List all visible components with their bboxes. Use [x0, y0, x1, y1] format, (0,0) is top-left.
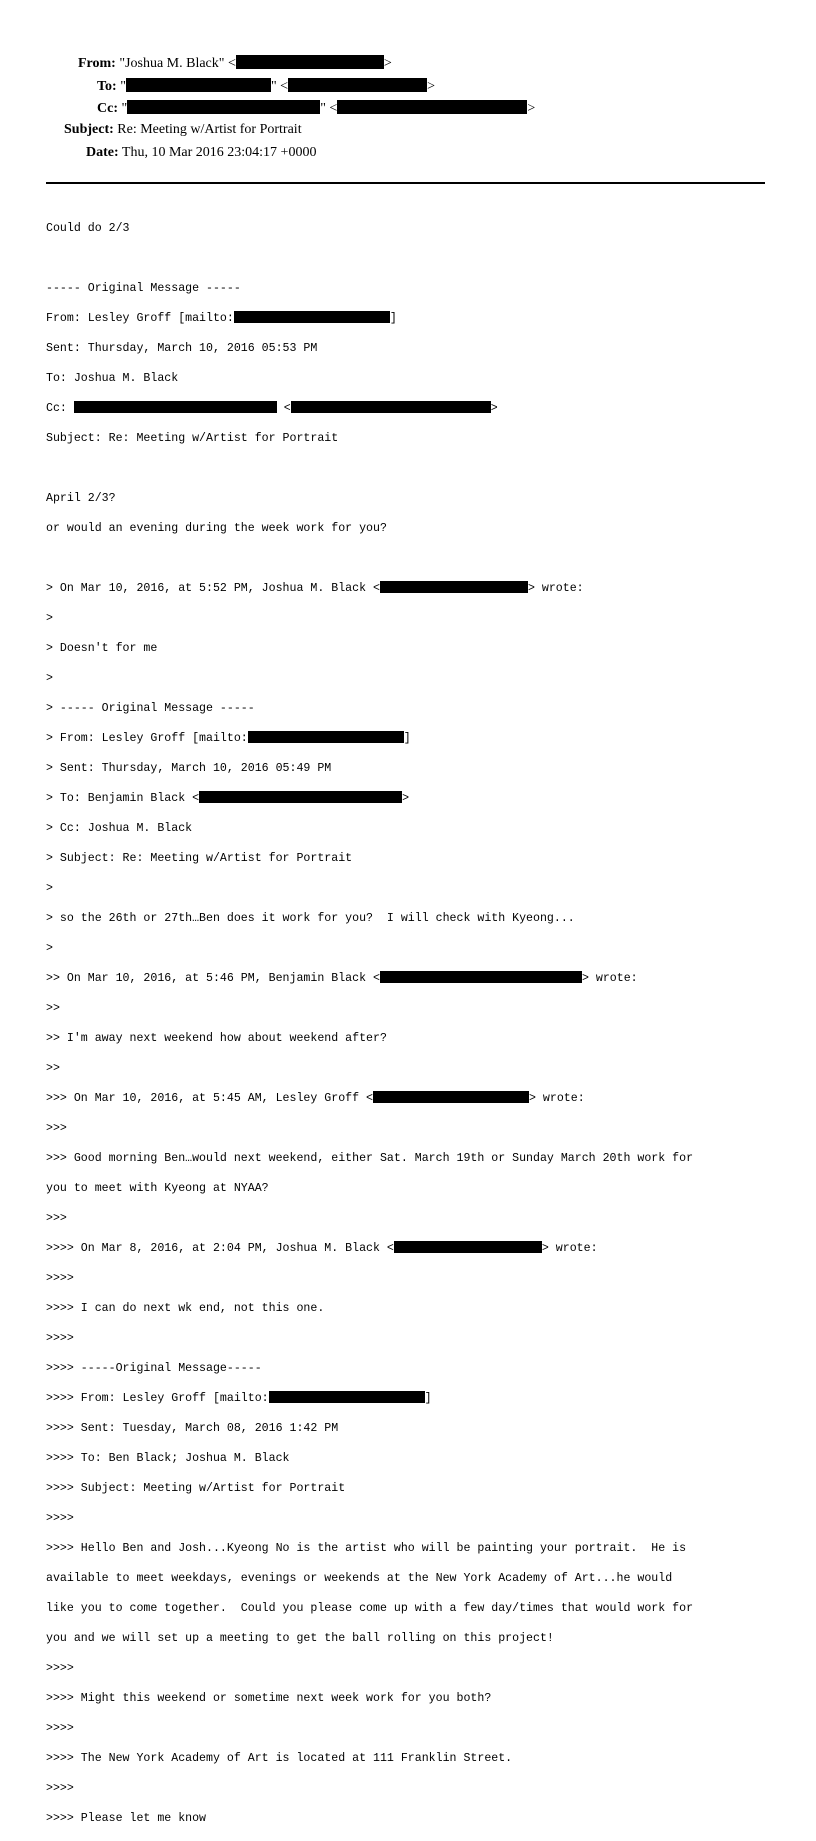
body-text: >>>> On Mar 8, 2016, at 2:04 PM, Joshua M. Black <	[46, 1242, 394, 1255]
header-divider	[46, 182, 765, 184]
blank-line	[46, 251, 776, 266]
body-line: >> I'm away next weekend how about weekend after?	[46, 1032, 387, 1045]
body-line: >	[46, 942, 53, 955]
body-line	[46, 1241, 776, 1256]
body-text: >	[490, 402, 498, 415]
to-row	[97, 78, 435, 95]
body-line	[46, 971, 776, 986]
body-line: >	[46, 672, 53, 685]
body-text: Cc:	[46, 402, 74, 415]
body-line: >>>>	[46, 1272, 74, 1285]
date-label: Date:	[86, 145, 119, 160]
body-line: >	[46, 612, 53, 625]
from-value: "Joshua M. Black" <	[119, 56, 236, 71]
redaction-bar	[127, 100, 320, 114]
body-line: April 2/3?	[46, 492, 116, 505]
body-text: > From: Lesley Groff [mailto:	[46, 732, 248, 745]
body-line: >	[46, 882, 53, 895]
body-text: > wrote:	[527, 582, 584, 595]
body-line: >>>>	[46, 1332, 74, 1345]
body-line: you to meet with Kyeong at NYAA?	[46, 1182, 269, 1195]
redaction-bar	[269, 1391, 425, 1403]
body-line: >>>>	[46, 1782, 74, 1795]
to-quote: "	[120, 79, 126, 94]
body-line: > Subject: Re: Meeting w/Artist for Portrait	[46, 852, 353, 865]
body-line: > Doesn't for me	[46, 642, 158, 655]
blank-line	[46, 461, 776, 476]
cc-label: Cc:	[97, 101, 118, 116]
redaction-bar	[74, 401, 277, 413]
body-text: From: Lesley Groff [mailto:	[46, 312, 234, 325]
from-label: From:	[78, 56, 116, 71]
body-line	[46, 1091, 776, 1106]
body-line: >>	[46, 1062, 60, 1075]
redaction-bar	[337, 100, 527, 114]
body-line: >>>> -----Original Message-----	[46, 1362, 262, 1375]
body-line: > Cc: Joshua M. Black	[46, 822, 193, 835]
body-line: >>>>	[46, 1662, 74, 1675]
body-line: Subject: Re: Meeting w/Artist for Portrait	[46, 432, 339, 445]
redaction-bar	[126, 78, 271, 92]
body-text: >>> On Mar 10, 2016, at 5:45 AM, Lesley Groff <	[46, 1092, 373, 1105]
body-line	[46, 401, 776, 416]
body-line: > ----- Original Message -----	[46, 702, 255, 715]
body-line: you and we will set up a meeting to get the ball rolling on this project!	[46, 1632, 554, 1645]
body-text: > wrote:	[541, 1242, 598, 1255]
redaction-bar	[394, 1241, 542, 1253]
redaction-bar	[199, 791, 402, 803]
body-text: >> On Mar 10, 2016, at 5:46 PM, Benjamin Black <	[46, 972, 380, 985]
body-line: > so the 26th or 27th…Ben does it work for you? I will check with Kyeong...	[46, 912, 575, 925]
body-line: >>>> Might this weekend or sometime next week work for you both?	[46, 1692, 492, 1705]
from-row	[78, 55, 392, 72]
body-text: > To: Benjamin Black <	[46, 792, 200, 805]
body-text: ]	[424, 1392, 432, 1405]
cc-mid: " <	[320, 101, 338, 116]
body-line: >>>> Please let me know	[46, 1812, 207, 1825]
redaction-bar	[373, 1091, 529, 1103]
body-line: To: Joshua M. Black	[46, 372, 179, 385]
body-line	[46, 311, 776, 326]
body-line	[46, 731, 776, 746]
body-line: >>>	[46, 1122, 67, 1135]
blank-line	[46, 551, 776, 566]
body-line: >>>>	[46, 1722, 74, 1735]
body-line: available to meet weekdays, evenings or weekends at the New York Academy of Art...he would	[46, 1572, 673, 1585]
redaction-bar	[236, 55, 384, 69]
body-line	[46, 1391, 776, 1406]
body-line: >>>> The New York Academy of Art is located at 111 Franklin Street.	[46, 1752, 513, 1765]
body-text: > wrote:	[529, 1092, 585, 1105]
body-text: >	[402, 792, 410, 805]
subject-value: Re: Meeting w/Artist for Portrait	[117, 122, 302, 137]
date-row	[86, 145, 316, 161]
body-line: or would an evening during the week work for you?	[46, 522, 387, 535]
body-line: >>>> Sent: Tuesday, March 08, 2016 1:42 PM	[46, 1422, 339, 1435]
message-body	[46, 206, 776, 1841]
body-line: >>>> To: Ben Black; Joshua M. Black	[46, 1452, 290, 1465]
body-line: >>>> Hello Ben and Josh...Kyeong No is the artist who will be painting your portrait. He is	[46, 1542, 687, 1555]
body-line: Could do 2/3	[46, 222, 130, 235]
cc-quote: "	[121, 101, 128, 116]
redaction-bar	[288, 78, 427, 92]
body-text: > On Mar 10, 2016, at 5:52 PM, Joshua M. Black <	[46, 582, 380, 595]
cc-close: >	[527, 101, 536, 116]
body-line: like you to come together. Could you please come up with a few day/times that would work for	[46, 1602, 694, 1615]
subject-label: Subject:	[64, 122, 114, 137]
body-line: >>>> Subject: Meeting w/Artist for Portrait	[46, 1482, 346, 1495]
body-line: >>	[46, 1002, 60, 1015]
body-line: ----- Original Message -----	[46, 282, 241, 295]
to-close: >	[427, 79, 435, 94]
redaction-bar	[291, 401, 491, 413]
body-line	[46, 791, 776, 806]
body-text: ]	[403, 732, 411, 745]
to-label: To:	[97, 79, 117, 94]
from-close: >	[383, 56, 392, 71]
body-line	[46, 581, 776, 596]
body-text: > wrote:	[581, 972, 638, 985]
body-line: > Sent: Thursday, March 10, 2016 05:49 PM	[46, 762, 332, 775]
to-mid: " <	[270, 79, 289, 94]
cc-row	[97, 100, 535, 117]
body-text: >>>> From: Lesley Groff [mailto:	[46, 1392, 269, 1405]
body-text: ]	[389, 312, 397, 325]
redaction-bar	[248, 731, 404, 743]
redaction-bar	[380, 581, 528, 593]
body-line: >>> Good morning Ben…would next weekend, either Sat. March 19th or Sunday March 20th work for	[46, 1152, 694, 1165]
body-text: <	[276, 402, 291, 415]
subject-row	[64, 122, 302, 138]
body-line: >>>> I can do next wk end, not this one.	[46, 1302, 325, 1315]
redaction-bar	[380, 971, 582, 983]
body-line: >>>	[46, 1212, 67, 1225]
date-value: Thu, 10 Mar 2016 23:04:17 +0000	[121, 145, 317, 160]
redaction-bar	[234, 311, 390, 323]
body-line: Sent: Thursday, March 10, 2016 05:53 PM	[46, 342, 318, 355]
body-line: >>>>	[46, 1512, 74, 1525]
